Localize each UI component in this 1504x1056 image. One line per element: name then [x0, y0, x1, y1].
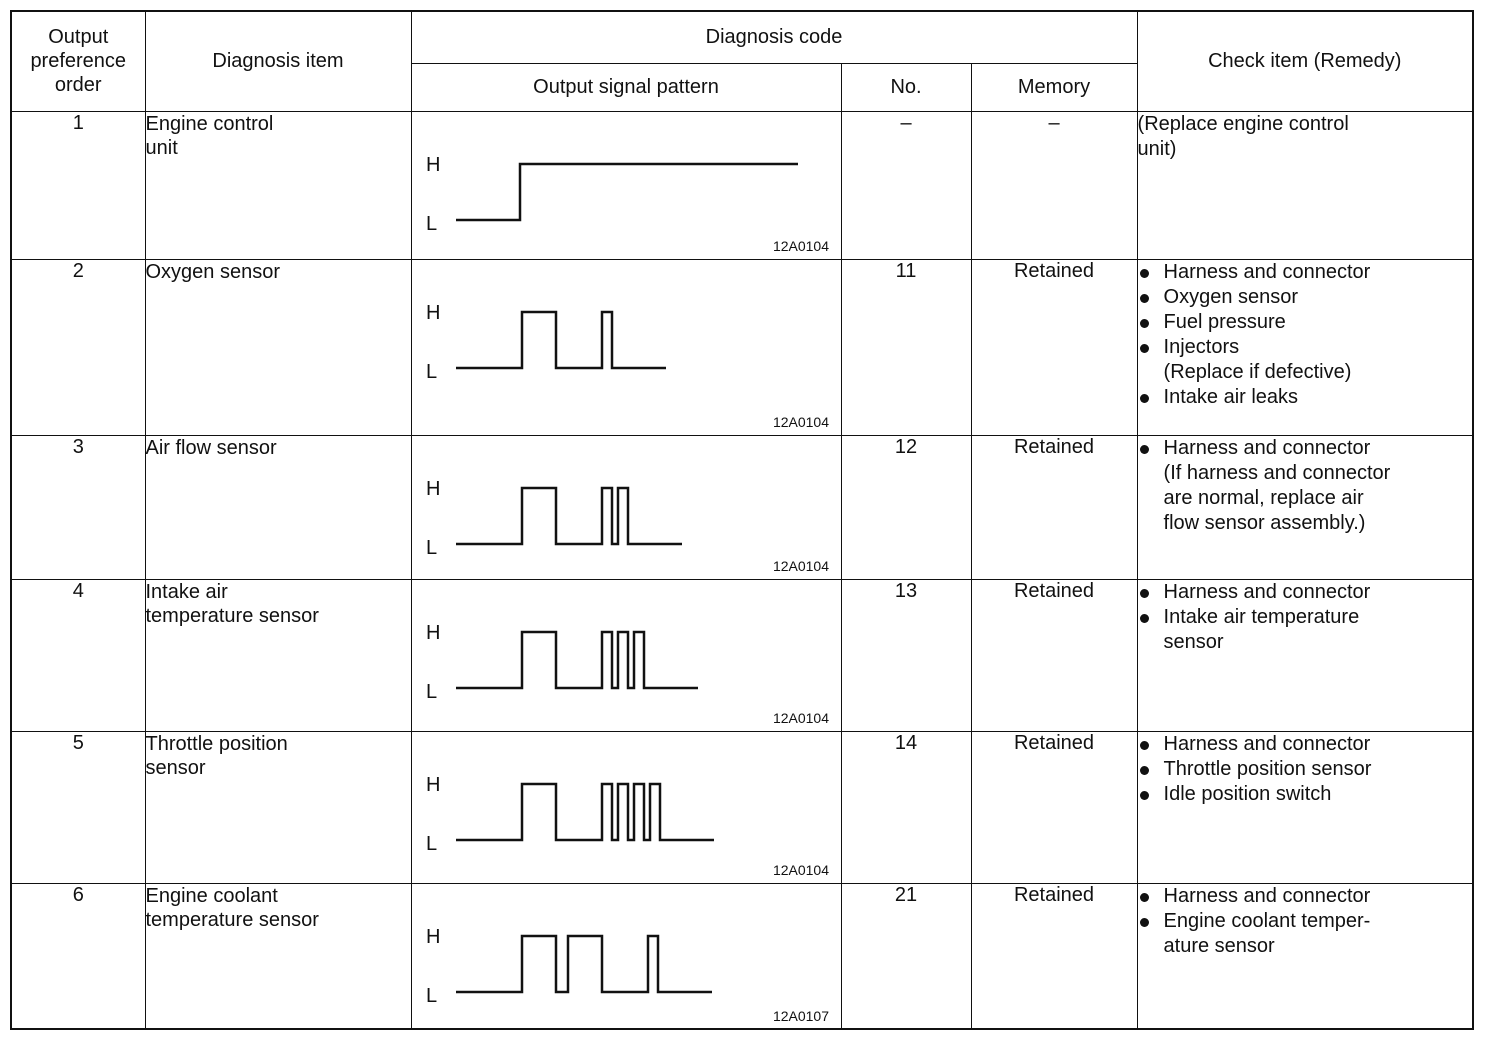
check-item-text: Harness and connector	[1163, 260, 1371, 283]
check-item-cell	[1137, 435, 1473, 579]
header-diagnosis-code: Diagnosis code	[411, 11, 1137, 63]
check-item-text: Harness and connector (If harness and connector are normal, replace air flow sensor assembly.)	[1163, 436, 1391, 534]
check-item-text: Intake air temperature sensor	[1163, 605, 1360, 653]
high-level-label: H	[425, 153, 440, 176]
memory-cell: Retained	[971, 883, 1137, 1029]
high-level-label: H	[425, 925, 440, 948]
order-cell: 5	[11, 731, 145, 883]
signal-waveform-line	[456, 312, 666, 368]
bullet-icon	[1140, 741, 1149, 750]
check-item-text: Fuel pressure	[1163, 310, 1286, 333]
check-item	[1138, 285, 1473, 310]
diagnosis-item-cell	[145, 731, 411, 883]
diagnosis-item-cell	[145, 259, 411, 435]
memory-cell: Retained	[971, 579, 1137, 731]
signal-pattern-cell	[411, 259, 841, 435]
diagnosis-item-text: Oxygen sensor	[145, 260, 281, 283]
code-number-cell: –	[841, 111, 971, 259]
table-row	[11, 259, 1473, 435]
signal-pattern-cell	[411, 111, 841, 259]
order-cell: 3	[11, 435, 145, 579]
check-item-list	[1138, 580, 1473, 655]
table-row	[11, 731, 1473, 883]
low-level-label: L	[425, 832, 437, 855]
check-item-list	[1138, 732, 1473, 807]
table-row	[11, 111, 1473, 259]
memory-cell: Retained	[971, 731, 1137, 883]
table-row	[11, 579, 1473, 731]
check-item-text: Harness and connector	[1163, 580, 1371, 603]
diagnosis-item-text: Engine coolant temperature sensor	[145, 884, 319, 931]
order-cell: 6	[11, 883, 145, 1029]
high-level-label: H	[425, 301, 440, 324]
figure-reference-number: 12A0104	[772, 413, 829, 430]
check-item	[1138, 757, 1473, 782]
signal-waveform-graphic	[412, 260, 841, 435]
low-level-label: L	[425, 536, 437, 559]
low-level-label: L	[425, 212, 437, 235]
signal-waveform-line	[456, 936, 712, 992]
figure-reference-number: 12A0104	[772, 861, 829, 878]
signal-waveform-graphic	[412, 112, 841, 259]
header-code-number: No.	[841, 63, 971, 111]
memory-cell: Retained	[971, 435, 1137, 579]
high-level-label: H	[425, 621, 440, 644]
signal-pattern-cell	[411, 435, 841, 579]
check-item-text: Throttle position sensor	[1163, 757, 1372, 780]
check-item	[1138, 310, 1473, 335]
figure-reference-number: 12A0104	[772, 237, 829, 254]
bullet-icon	[1140, 918, 1149, 927]
check-item-cell	[1137, 731, 1473, 883]
check-item-text: Oxygen sensor	[1163, 285, 1299, 308]
low-level-label: L	[425, 984, 437, 1007]
bullet-icon	[1140, 614, 1149, 623]
high-level-label: H	[425, 773, 440, 796]
check-item-cell	[1137, 579, 1473, 731]
diagnosis-item-text: Engine control unit	[145, 112, 274, 159]
code-number-cell: 21	[841, 883, 971, 1029]
signal-waveform-graphic	[412, 580, 841, 731]
check-item	[1138, 884, 1473, 909]
signal-waveform-graphic	[412, 436, 841, 579]
signal-pattern-cell	[411, 579, 841, 731]
check-item	[1138, 260, 1473, 285]
check-item-list	[1138, 884, 1473, 959]
code-number-cell: 12	[841, 435, 971, 579]
figure-reference-number: 12A0104	[772, 709, 829, 726]
order-cell: 4	[11, 579, 145, 731]
bullet-icon	[1140, 394, 1149, 403]
bullet-icon	[1140, 294, 1149, 303]
diagnosis-item-cell	[145, 883, 411, 1029]
table-row	[11, 435, 1473, 579]
check-item-list	[1138, 436, 1473, 536]
signal-waveform-line	[456, 488, 682, 544]
bullet-icon	[1140, 791, 1149, 800]
bullet-icon	[1140, 344, 1149, 353]
check-item-text: Harness and connector	[1163, 884, 1371, 907]
code-number-cell: 11	[841, 259, 971, 435]
low-level-label: L	[425, 360, 437, 383]
signal-waveform-graphic	[412, 732, 841, 883]
check-item-text: Engine coolant temper- ature sensor	[1163, 909, 1371, 957]
header-output-signal-pattern: Output signal pattern	[411, 63, 841, 111]
header-output-preference-order: Output preference order	[11, 11, 145, 111]
bullet-icon	[1140, 269, 1149, 278]
check-item-text: Intake air leaks	[1163, 385, 1299, 408]
code-number-cell: 14	[841, 731, 971, 883]
order-cell: 2	[11, 259, 145, 435]
diagnosis-item-text: Throttle position sensor	[145, 732, 288, 779]
diagnosis-table	[10, 10, 1474, 1030]
order-cell: 1	[11, 111, 145, 259]
check-item	[1138, 436, 1473, 536]
header-check-item: Check item (Remedy)	[1137, 11, 1473, 111]
check-item	[1138, 605, 1473, 655]
diagnosis-item-text: Air flow sensor	[145, 436, 277, 459]
check-item-text: Idle position switch	[1163, 782, 1332, 805]
bullet-icon	[1140, 589, 1149, 598]
check-item-text: Injectors (Replace if defective)	[1163, 335, 1352, 383]
signal-waveform-line	[456, 784, 714, 840]
diagnosis-item-cell	[145, 111, 411, 259]
memory-cell: –	[971, 111, 1137, 259]
bullet-icon	[1140, 445, 1149, 454]
diagnosis-item-cell	[145, 579, 411, 731]
figure-reference-number: 12A0107	[772, 1007, 829, 1024]
figure-reference-number: 12A0104	[772, 557, 829, 574]
diagnosis-item-cell	[145, 435, 411, 579]
diagnosis-item-text: Intake air temperature sensor	[145, 580, 319, 627]
check-item-cell	[1137, 883, 1473, 1029]
low-level-label: L	[425, 680, 437, 703]
memory-cell: Retained	[971, 259, 1137, 435]
signal-waveform-line	[456, 632, 698, 688]
check-item	[1138, 782, 1473, 807]
check-item-text: Harness and connector	[1163, 732, 1371, 755]
header-memory: Memory	[971, 63, 1137, 111]
remedy-text: (Replace engine control unit)	[1137, 112, 1349, 160]
signal-waveform-graphic	[412, 884, 841, 1029]
check-item-cell	[1137, 111, 1473, 259]
check-item	[1138, 385, 1473, 410]
check-item-cell	[1137, 259, 1473, 435]
check-item	[1138, 909, 1473, 959]
diagnosis-chart-page	[10, 10, 1478, 1046]
check-item	[1138, 732, 1473, 757]
check-item	[1138, 335, 1473, 385]
code-number-cell: 13	[841, 579, 971, 731]
signal-pattern-cell	[411, 883, 841, 1029]
table-row	[11, 883, 1473, 1029]
high-level-label: H	[425, 477, 440, 500]
check-item	[1138, 580, 1473, 605]
bullet-icon	[1140, 319, 1149, 328]
bullet-icon	[1140, 766, 1149, 775]
bullet-icon	[1140, 893, 1149, 902]
signal-pattern-cell	[411, 731, 841, 883]
header-diagnosis-item: Diagnosis item	[145, 11, 411, 111]
check-item-list	[1138, 260, 1473, 410]
signal-waveform-line	[456, 164, 798, 220]
